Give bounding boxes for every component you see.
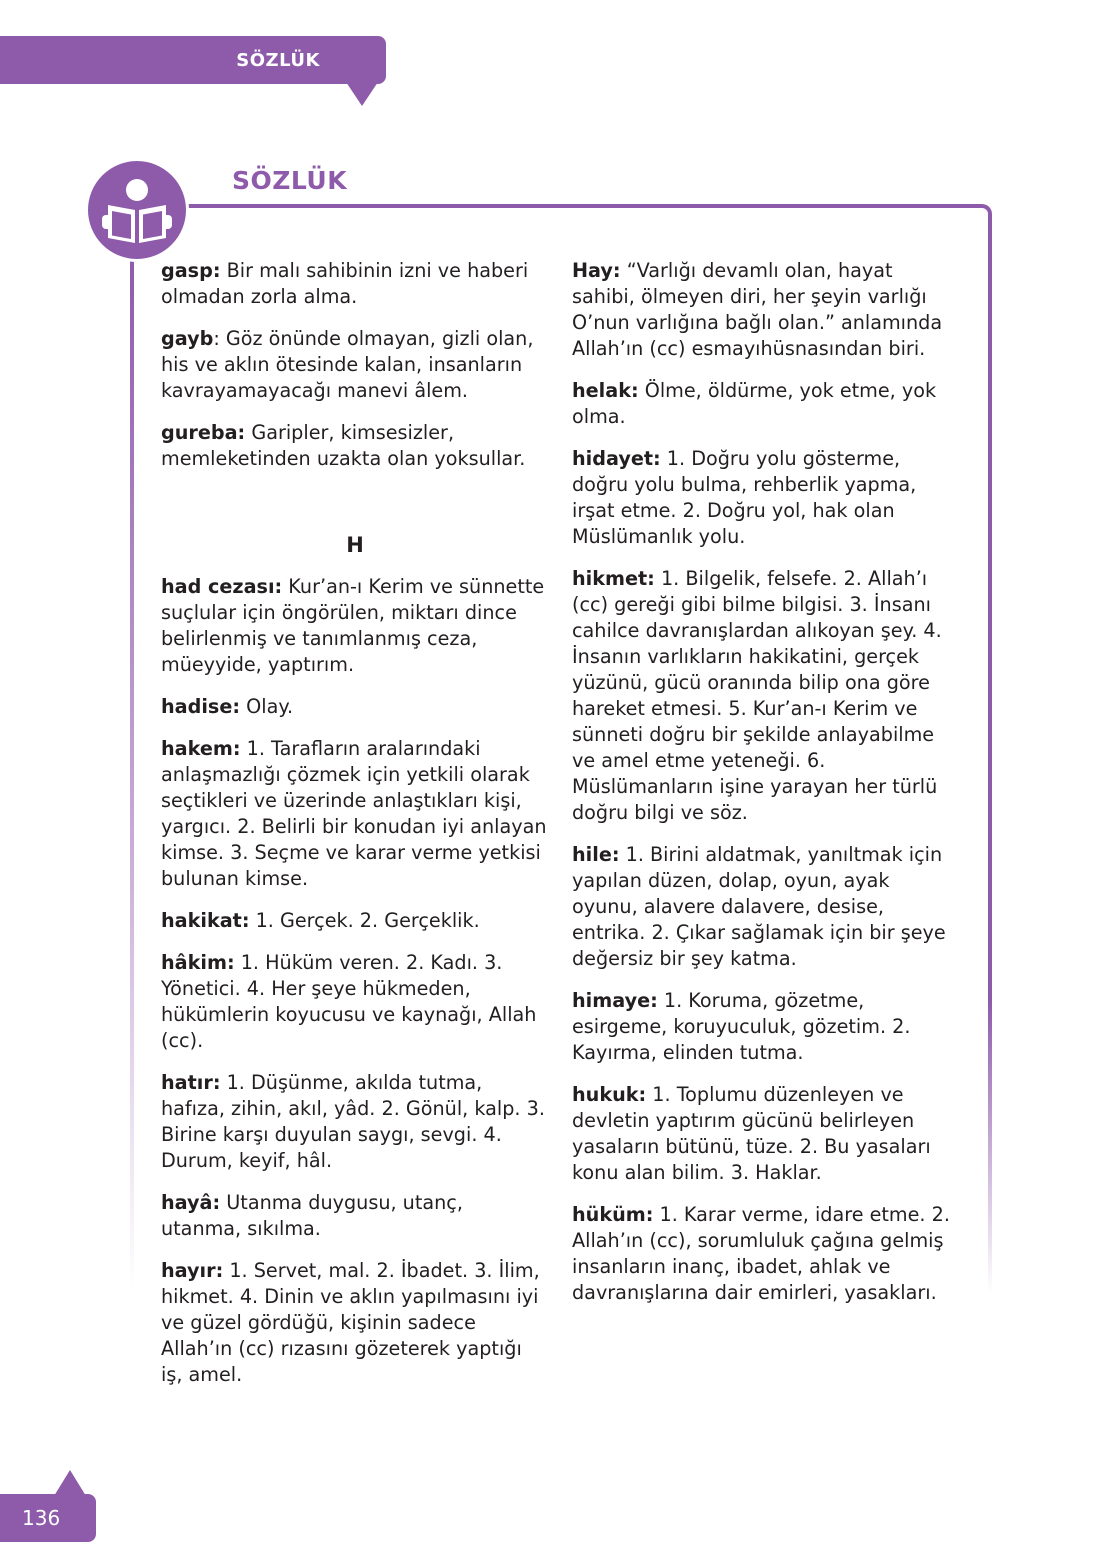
entry-term: Hay: <box>572 259 621 282</box>
entry-definition: “Varlığı devamlı olan, hayat sahibi, ölmeyen diri, her şeyin varlığı O’nun varlığına bağlı olan.” anlamında Allah’ın (cc) esmayıhüsnasından biri. <box>572 259 943 360</box>
entry-definition: Kur’an-ı Kerim ve sünnette suçlular için öngörülen, miktarı dince belirlenmiş ve tanımlanmış ceza, müeyyide, yaptırım. <box>161 575 545 676</box>
frame-left-line <box>130 250 134 1290</box>
entry-definition: Bir malı sahibinin izni ve haberi olmadan zorla alma. <box>161 259 529 308</box>
section-title: SÖZLÜK <box>232 166 348 195</box>
entry-definition: 1. Birini aldatmak, yanıltmak için yapılan düzen, dolap, oyun, ayak oyunu, alavere dalavere, desise, entrika. 2. Çıkar sağlamak için bir şeye değersiz bir şey katma. <box>572 843 946 970</box>
entry-term: hikmet: <box>572 567 655 590</box>
entry-term: had cezası: <box>161 575 283 598</box>
entry-hakim <box>161 950 549 1054</box>
entry-term: hakikat: <box>161 909 250 932</box>
entry-gayb <box>161 326 549 404</box>
entry-haya <box>161 1190 549 1242</box>
header-tab <box>0 36 386 84</box>
entry-hikmet <box>572 566 960 826</box>
entry-term: hayâ: <box>161 1191 221 1214</box>
entry-definition: 1. Servet, mal. 2. İbadet. 3. İlim, hikmet. 4. Dinin ve aklın yapılmasını iyi ve güzel gördüğü, kişinin sadece Allah’ın (cc) rızasını gözeterek yaptığı iş, amel. <box>161 1259 540 1386</box>
entry-hay <box>572 258 960 362</box>
entry-definition: 1. Hüküm veren. 2. Kadı. 3. Yönetici. 4. Her şeye hükmeden, hükümlerin koyucusu ve kaynağı, Allah (cc). <box>161 951 537 1052</box>
header-tab-label: SÖZLÜK <box>236 49 320 71</box>
left-column <box>161 258 549 1404</box>
entry-definition: Utanma duygusu, utanç, utanma, sıkılma. <box>161 1191 463 1240</box>
entry-term: gasp: <box>161 259 221 282</box>
entry-term: himaye: <box>572 989 658 1012</box>
entry-definition: 1. Bilgelik, felsefe. 2. Allah’ı (cc) gereği gibi bilme bilgisi. 3. İnsanı cahilce davranışlardan alıkoyan şey. 4. İnsanın varlıkların hakikatini, gerçek yüzünü, gücü oranında bilip ona göre hareket etmesi. 5. Kur’an-ı Kerim ve sünneti doğru bir şekilde anlayabilme ve amel etme yeteneği. 6. Müslümanların işine yarayan her türlü doğru bilgi ve söz. <box>572 567 942 824</box>
entry-definition: 1. Toplumu düzenleyen ve devletin yaptırım gücünü belirleyen yasaların bütünü, tüze. 2. Bu yasaları konu alan bilim. 3. Haklar. <box>572 1083 931 1184</box>
entry-definition: Ölme, öldürme, yok etme, yok olma. <box>572 379 937 428</box>
entry-definition: 1. Düşünme, akılda tutma, hafıza, zihin, akıl, yâd. 2. Gönül, kalp. 3. Birine karşı duyulan saygı, sevgi. 4. Durum, keyif, hâl. <box>161 1071 545 1172</box>
entry-term: helak: <box>572 379 639 402</box>
reading-book-icon <box>85 158 189 262</box>
page-number-badge <box>0 1494 96 1542</box>
entry-hayir <box>161 1258 549 1388</box>
entry-term: hatır: <box>161 1071 221 1094</box>
entry-hadise <box>161 694 549 720</box>
entry-helak <box>572 378 960 430</box>
entry-hakikat <box>161 908 549 934</box>
right-column <box>572 258 960 1322</box>
entry-definition: Olay. <box>240 695 294 718</box>
header-tab-pointer <box>346 82 378 106</box>
entry-definition: 1. Tarafların aralarındaki anlaşmazlığı çözmek için yetkili olarak seçtikleri ve üzerinde anlaştıkları kişi, yargıcı. 2. Belirli bir konudan iyi anlayan kimse. 3. Seçme ve karar verme yetkisi bulunan kimse. <box>161 737 547 890</box>
letter-heading: H <box>346 533 364 557</box>
entry-hile <box>572 842 960 972</box>
entry-definition: Garipler, kimsesizler, memleketinden uzakta olan yoksullar. <box>161 421 526 470</box>
entry-term: hile: <box>572 843 620 866</box>
entry-term: hadise: <box>161 695 241 718</box>
page-number-pointer <box>54 1470 86 1496</box>
frame-right-fade <box>988 1000 992 1294</box>
entry-hatir <box>161 1070 549 1174</box>
entry-term: gureba: <box>161 421 246 444</box>
entry-term: hidayet: <box>572 447 661 470</box>
entry-term: hayır: <box>161 1259 224 1282</box>
entry-term: hâkim: <box>161 951 235 974</box>
entry-definition: : Göz önünde olmayan, gizli olan, his ve aklın ötesinde kalan, insanların kavrayamayacağı manevi âlem. <box>161 327 534 402</box>
entry-term: hakem: <box>161 737 241 760</box>
entry-definition: 1. Doğru yolu gösterme, doğru yolu bulma, rehberlik yapma, irşat etme. 2. Doğru yol, hak olan Müslümanlık yolu. <box>572 447 917 548</box>
entry-hukuk <box>572 1082 960 1186</box>
entry-term: gayb <box>161 327 214 350</box>
entry-definition: 1. Karar verme, idare etme. 2. Allah’ın (cc), sorumluluk çağına gelmiş insanların inanç, ibadet, ahlak ve davranışlarına dair emirleri, yasakları. <box>572 1203 950 1304</box>
entry-definition: 1. Koruma, gözetme, esirgeme, koruyuculuk, gözetim. 2. Kayırma, elinden tutma. <box>572 989 911 1064</box>
entry-gureba <box>161 420 549 472</box>
entry-himaye <box>572 988 960 1066</box>
entry-hakem <box>161 736 549 892</box>
entry-had-cezasi <box>161 574 549 678</box>
entry-hukum <box>572 1202 960 1306</box>
entry-definition: 1. Gerçek. 2. Gerçeklik. <box>249 909 480 932</box>
page-number: 136 <box>22 1506 61 1530</box>
entry-term: hüküm: <box>572 1203 654 1226</box>
entry-term: hukuk: <box>572 1083 647 1106</box>
entry-gasp <box>161 258 549 310</box>
entry-hidayet <box>572 446 960 550</box>
